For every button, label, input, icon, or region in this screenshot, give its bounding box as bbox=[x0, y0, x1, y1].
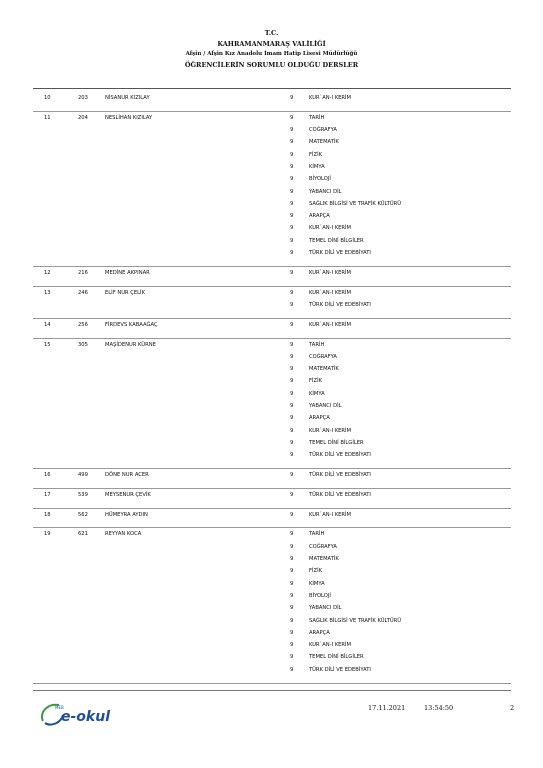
subject-name: TEMEL DİNİ BİLGİLER bbox=[309, 439, 364, 446]
subject-name: FİZİK bbox=[309, 378, 322, 385]
subject-line bbox=[0, 531, 543, 543]
grade-level: 9 bbox=[290, 321, 294, 328]
subject-name: YABANCI DİL bbox=[309, 188, 342, 195]
student-row bbox=[0, 528, 543, 683]
grade-level: 9 bbox=[290, 415, 294, 422]
subject-name: TÜRK DİLİ VE EDEBİYATI bbox=[309, 250, 371, 257]
grade-level: 9 bbox=[290, 491, 294, 498]
grade-level: 9 bbox=[290, 95, 294, 101]
grade-level: 9 bbox=[290, 531, 294, 538]
subject-name: TEMEL DİNİ BİLGİLER bbox=[309, 237, 364, 244]
subject-list bbox=[0, 290, 543, 315]
subject-line bbox=[0, 139, 543, 151]
grade-level: 9 bbox=[290, 151, 294, 158]
subject-line bbox=[0, 605, 543, 617]
student-row bbox=[0, 469, 543, 489]
subject-line bbox=[0, 618, 543, 630]
student-number: 256 bbox=[78, 321, 88, 328]
student-number: 621 bbox=[78, 531, 88, 538]
subject-line bbox=[0, 492, 543, 504]
subject-list bbox=[0, 531, 543, 679]
subject-name: TARİH bbox=[309, 341, 325, 348]
student-number: 562 bbox=[78, 511, 88, 518]
grade-level: 9 bbox=[290, 511, 294, 518]
student-row bbox=[0, 509, 543, 529]
subject-name: BİYOLOJİ bbox=[309, 176, 331, 183]
student-number: 539 bbox=[78, 491, 88, 498]
subject-line bbox=[0, 581, 543, 593]
grade-level: 9 bbox=[290, 629, 294, 636]
grade-level: 9 bbox=[290, 472, 294, 479]
subject-name: KUR`AN-I KERİM bbox=[309, 642, 352, 649]
subject-line bbox=[0, 250, 543, 262]
subject-line bbox=[0, 654, 543, 666]
subject-line bbox=[0, 115, 543, 127]
subject-name: KİMYA bbox=[309, 390, 325, 397]
logo-meb-text: MEB bbox=[55, 705, 64, 710]
subject-line bbox=[0, 164, 543, 176]
grade-level: 9 bbox=[290, 127, 294, 134]
student-name: ELİF NUR ÇELİK bbox=[105, 289, 145, 296]
subject-line bbox=[0, 630, 543, 642]
student-name: MEDİNE AKPINAR bbox=[105, 269, 150, 276]
row-index: 14 bbox=[44, 321, 51, 328]
subject-line bbox=[0, 152, 543, 164]
subject-line bbox=[0, 593, 543, 605]
footer-time: 13:54:50 bbox=[424, 704, 454, 712]
grade-level: 9 bbox=[290, 543, 294, 550]
grade-level: 9 bbox=[290, 237, 294, 244]
row-index: 10 bbox=[44, 95, 51, 101]
grade-level: 9 bbox=[290, 642, 294, 649]
subject-line bbox=[0, 127, 543, 139]
grade-level: 9 bbox=[290, 176, 294, 183]
grade-level: 9 bbox=[290, 605, 294, 612]
grade-level: 9 bbox=[290, 617, 294, 624]
eokul-logo bbox=[37, 699, 117, 729]
subject-name: MATEMATİK bbox=[309, 556, 339, 563]
subject-line bbox=[0, 201, 543, 213]
subject-line bbox=[0, 176, 543, 188]
subject-line bbox=[0, 225, 543, 237]
row-index: 12 bbox=[44, 269, 51, 276]
grade-level: 9 bbox=[290, 269, 294, 276]
subject-line bbox=[0, 378, 543, 390]
subject-list bbox=[0, 342, 543, 465]
grade-level: 9 bbox=[290, 452, 294, 459]
subject-name: ARAPÇA bbox=[309, 415, 330, 422]
subject-name: COĞRAFYA bbox=[309, 543, 337, 550]
grade-level: 9 bbox=[290, 139, 294, 146]
subject-line bbox=[0, 238, 543, 250]
row-index: 15 bbox=[44, 341, 51, 348]
subject-line bbox=[0, 415, 543, 427]
student-number: 203 bbox=[78, 95, 88, 101]
subject-list bbox=[0, 95, 543, 107]
footer-divider bbox=[33, 690, 511, 691]
subject-line bbox=[0, 512, 543, 524]
row-index: 18 bbox=[44, 511, 51, 518]
subject-line bbox=[0, 302, 543, 314]
subject-line bbox=[0, 213, 543, 225]
student-name: HÜMEYRA AYDIN bbox=[105, 511, 148, 518]
row-divider bbox=[33, 683, 511, 684]
grade-level: 9 bbox=[290, 580, 294, 587]
grade-level: 9 bbox=[290, 163, 294, 170]
subject-line bbox=[0, 544, 543, 556]
subject-name: SAĞLIK BİLGİSİ VE TRAFİK KÜLTÜRÜ bbox=[309, 617, 402, 624]
subject-name: SAĞLIK BİLGİSİ VE TRAFİK KÜLTÜRÜ bbox=[309, 200, 402, 207]
subject-line bbox=[0, 366, 543, 378]
grade-level: 9 bbox=[290, 439, 294, 446]
student-number: 204 bbox=[78, 114, 88, 121]
grade-level: 9 bbox=[290, 225, 294, 232]
subject-line bbox=[0, 472, 543, 484]
subject-name: KUR`AN-I KERİM bbox=[309, 225, 352, 232]
subject-name: TEMEL DİNİ BİLGİLER bbox=[309, 654, 364, 661]
grade-level: 9 bbox=[290, 568, 294, 575]
student-row bbox=[0, 287, 543, 319]
grade-level: 9 bbox=[290, 403, 294, 410]
subject-line bbox=[0, 440, 543, 452]
subject-name: COĞRAFYA bbox=[309, 127, 337, 134]
subject-list bbox=[0, 322, 543, 334]
subject-name: KUR`AN-I KERİM bbox=[309, 511, 352, 518]
subject-name: ARAPÇA bbox=[309, 213, 330, 220]
subject-line bbox=[0, 342, 543, 354]
grade-level: 9 bbox=[290, 592, 294, 599]
subject-line bbox=[0, 290, 543, 302]
student-name: MAŞİDENUR KÜRNE bbox=[105, 341, 156, 348]
row-index: 13 bbox=[44, 289, 51, 296]
grade-level: 9 bbox=[290, 289, 294, 296]
subject-list bbox=[0, 472, 543, 484]
subject-name: KUR`AN-I KERİM bbox=[309, 321, 352, 328]
subject-list bbox=[0, 270, 543, 282]
subject-name: FİZİK bbox=[309, 151, 322, 158]
subject-name: TARİH bbox=[309, 531, 325, 538]
grade-level: 9 bbox=[290, 427, 294, 434]
subject-name: MATEMATİK bbox=[309, 366, 339, 373]
row-index: 11 bbox=[44, 114, 51, 121]
subject-line bbox=[0, 354, 543, 366]
student-name: MEYSENUR ÇEVİK bbox=[105, 491, 151, 498]
subject-name: KUR`AN-I KERİM bbox=[309, 289, 352, 296]
grade-level: 9 bbox=[290, 188, 294, 195]
header-title: ÖĞRENCİLERİN SORUMLU OLDUĞU DERSLER bbox=[184, 61, 359, 69]
grade-level: 9 bbox=[290, 213, 294, 220]
grade-level: 9 bbox=[290, 250, 294, 257]
subject-name: FİZİK bbox=[309, 568, 322, 575]
subject-line bbox=[0, 667, 543, 679]
student-number: 305 bbox=[78, 341, 88, 348]
subject-name: KİMYA bbox=[309, 163, 325, 170]
footer-date: 17.11.2021 bbox=[368, 704, 406, 712]
subject-name: COĞRAFYA bbox=[309, 353, 337, 360]
student-row bbox=[0, 92, 543, 112]
subject-name: KİMYA bbox=[309, 580, 325, 587]
subject-line bbox=[0, 270, 543, 282]
subject-name: TÜRK DİLİ VE EDEBİYATI bbox=[309, 666, 371, 673]
subject-line bbox=[0, 391, 543, 403]
subject-name: TARİH bbox=[309, 114, 325, 121]
grade-level: 9 bbox=[290, 301, 294, 308]
header-tc: T.C. bbox=[264, 29, 279, 37]
subject-name: BİYOLOJİ bbox=[309, 592, 331, 599]
subject-line bbox=[0, 642, 543, 654]
grade-level: 9 bbox=[290, 654, 294, 661]
subject-line bbox=[0, 452, 543, 464]
student-number: 246 bbox=[78, 289, 88, 296]
subject-list bbox=[0, 115, 543, 263]
student-row bbox=[0, 267, 543, 287]
subject-line bbox=[0, 322, 543, 334]
subject-line bbox=[0, 189, 543, 201]
subject-name: MATEMATİK bbox=[309, 139, 339, 146]
subject-name: TÜRK DİLİ VE EDEBİYATI bbox=[309, 452, 371, 459]
grade-level: 9 bbox=[290, 353, 294, 360]
grade-level: 9 bbox=[290, 114, 294, 121]
subject-name: KUR`AN-I KERİM bbox=[309, 427, 352, 434]
grade-level: 9 bbox=[290, 666, 294, 673]
subject-line bbox=[0, 568, 543, 580]
grade-level: 9 bbox=[290, 366, 294, 373]
subject-line bbox=[0, 556, 543, 568]
student-name: FİRDEVS KABAAĞAÇ bbox=[105, 321, 158, 328]
row-index: 17 bbox=[44, 491, 51, 498]
subject-list bbox=[0, 492, 543, 504]
subject-name: TÜRK DİLİ VE EDEBİYATI bbox=[309, 301, 371, 308]
subject-name: TÜRK DİLİ VE EDEBİYATI bbox=[309, 491, 371, 498]
subject-name: TÜRK DİLİ VE EDEBİYATI bbox=[309, 472, 371, 479]
subject-name: YABANCI DİL bbox=[309, 403, 342, 410]
row-index: 16 bbox=[44, 472, 51, 479]
student-name: DÖNE NUR ACER bbox=[105, 472, 149, 479]
student-row bbox=[0, 489, 543, 509]
grade-level: 9 bbox=[290, 556, 294, 563]
subject-name: ARAPÇA bbox=[309, 629, 330, 636]
subject-name: YABANCI DİL bbox=[309, 605, 342, 612]
grade-level: 9 bbox=[290, 378, 294, 385]
student-row bbox=[0, 112, 543, 267]
grade-level: 9 bbox=[290, 200, 294, 207]
logo-eokul-text: e-okul bbox=[61, 709, 110, 725]
student-row bbox=[0, 319, 543, 339]
grade-level: 9 bbox=[290, 390, 294, 397]
subject-name: KUR`AN-I KERİM bbox=[309, 95, 352, 101]
page-number: 2 bbox=[510, 704, 515, 712]
subject-name: KUR`AN-I KERİM bbox=[309, 269, 352, 276]
student-name: NİSANUR KIZILAY bbox=[105, 95, 150, 101]
subject-line bbox=[0, 428, 543, 440]
student-name: NESLİHAN KIZILAY bbox=[105, 114, 153, 121]
student-table bbox=[0, 92, 543, 684]
subject-list bbox=[0, 512, 543, 524]
header-divider bbox=[33, 88, 511, 89]
row-index: 19 bbox=[44, 531, 51, 538]
header-governorship: KAHRAMANMARAŞ VALİLİĞİ bbox=[217, 40, 326, 48]
subject-line bbox=[0, 403, 543, 415]
grade-level: 9 bbox=[290, 341, 294, 348]
header-school: Afşin / Afşin Kız Anadolu İmam Hatip Lisesi Müdürlüğü bbox=[185, 51, 358, 57]
student-name: REYYAN KOCA bbox=[105, 531, 142, 538]
subject-line bbox=[0, 95, 543, 107]
student-number: 499 bbox=[78, 472, 88, 479]
student-row bbox=[0, 339, 543, 470]
student-number: 216 bbox=[78, 269, 88, 276]
